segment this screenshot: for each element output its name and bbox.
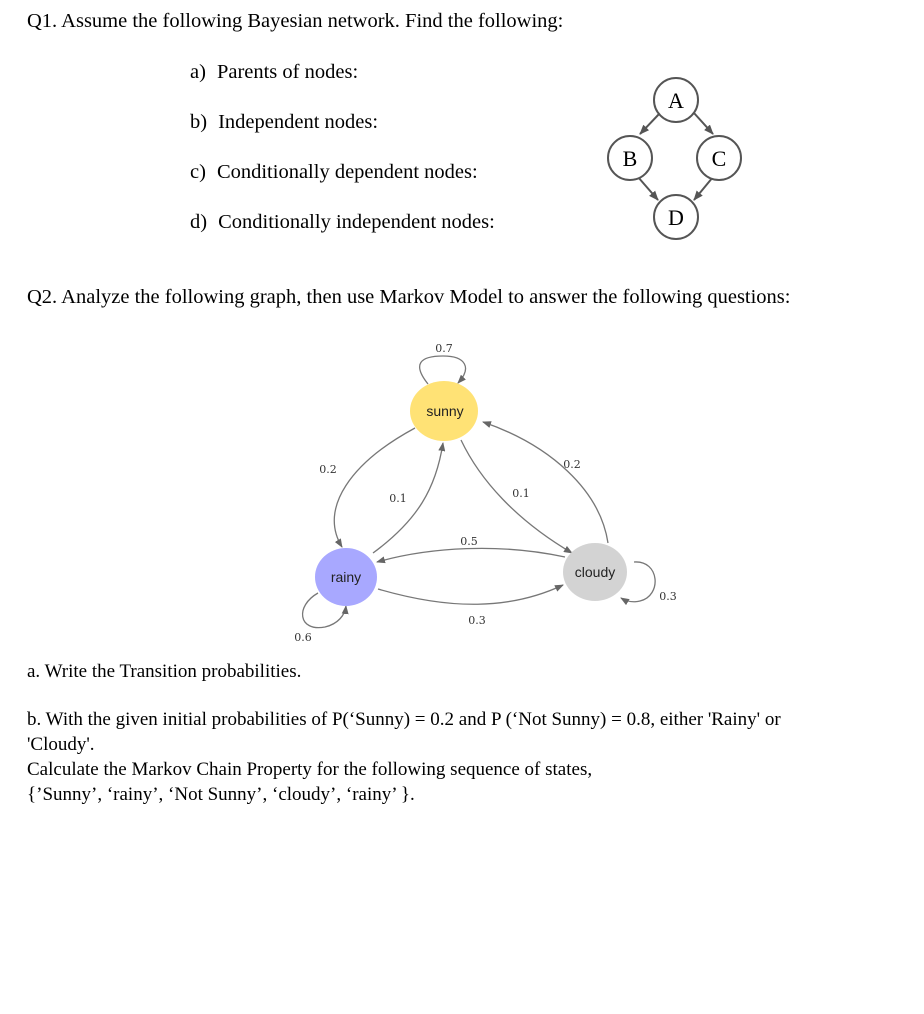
q1-item-a — [190, 61, 358, 84]
prob-sunny-cloudy: 0.1 — [512, 487, 530, 500]
state-sunny — [410, 381, 478, 441]
prob-rainy-sunny: 0.1 — [389, 492, 407, 505]
q1-item-c-text: Conditionally dependent nodes: — [216, 161, 478, 183]
q1-item-b-letter: b) — [190, 111, 208, 133]
state-rainy — [315, 548, 377, 606]
q1-item-d-letter: d) — [190, 211, 208, 233]
edge-rainy-sunny — [373, 443, 443, 553]
state-rainy-label: rainy — [330, 569, 362, 585]
q1-item-b — [190, 111, 378, 134]
node-d — [654, 195, 698, 239]
markov-chain-diagram — [0, 330, 924, 650]
q2-part-b-line2: 'Cloudy'. — [27, 734, 95, 755]
q1-title: Q1. Assume the following Bayesian network. Find the following: — [27, 10, 564, 32]
node-b — [608, 136, 652, 180]
prob-cloudy-sunny: 0.2 — [563, 458, 581, 471]
node-d-label: D — [668, 205, 684, 230]
q2-title: Q2. Analyze the following graph, then use Markov Model to answer the following questions: — [27, 286, 791, 308]
prob-sunny-sunny: 0.7 — [435, 342, 453, 355]
node-a — [654, 78, 698, 122]
q1-item-b-text: Independent nodes: — [218, 111, 379, 133]
q1-item-c — [190, 161, 478, 184]
edge-cloudy-rainy — [377, 548, 565, 562]
state-sunny-label: sunny — [426, 403, 464, 419]
edge-cloudy-sunny — [483, 422, 608, 543]
q2-part-a: a. Write the Transition probabilities. — [27, 661, 302, 682]
edge-sunny-sunny — [420, 356, 466, 384]
q2-part-b-line1: b. With the given initial probabilities of P(‘Sunny) = 0.2 and P (‘Not Sunny) = 0.8, either 'Rainy' or — [27, 709, 781, 730]
bayesian-network-diagram — [598, 70, 758, 245]
prob-rainy-rainy: 0.6 — [294, 631, 312, 644]
node-a-label: A — [668, 88, 684, 113]
q1-item-d-text: Conditionally independent nodes: — [218, 211, 495, 233]
node-b-label: B — [622, 146, 638, 171]
edge-rainy-cloudy — [378, 585, 563, 604]
q2-part-b-line4: {’Sunny’, ‘rainy’, ‘Not Sunny’, ‘cloudy’, ‘rainy’ }. — [27, 784, 415, 805]
prob-cloudy-rainy: 0.5 — [460, 535, 478, 548]
edge-b-d — [638, 177, 658, 200]
node-c — [697, 136, 741, 180]
edge-c-d — [694, 177, 713, 200]
prob-rainy-cloudy: 0.3 — [468, 614, 486, 627]
q1-item-a-letter: a) — [190, 61, 206, 83]
prob-sunny-rainy: 0.2 — [319, 463, 337, 476]
state-cloudy-label: cloudy — [574, 564, 616, 580]
node-c-label: C — [711, 146, 727, 171]
edge-a-c — [694, 113, 713, 134]
q2-part-b-line3: Calculate the Markov Chain Property for the following sequence of states, — [27, 759, 593, 780]
state-cloudy — [563, 543, 627, 601]
q1-item-a-text: Parents of nodes: — [216, 61, 359, 83]
edge-a-b — [640, 113, 660, 134]
q1-item-c-letter: c) — [190, 161, 206, 183]
edge-sunny-rainy — [334, 428, 415, 547]
prob-cloudy-cloudy: 0.3 — [659, 590, 677, 603]
q1-item-d — [190, 211, 495, 234]
